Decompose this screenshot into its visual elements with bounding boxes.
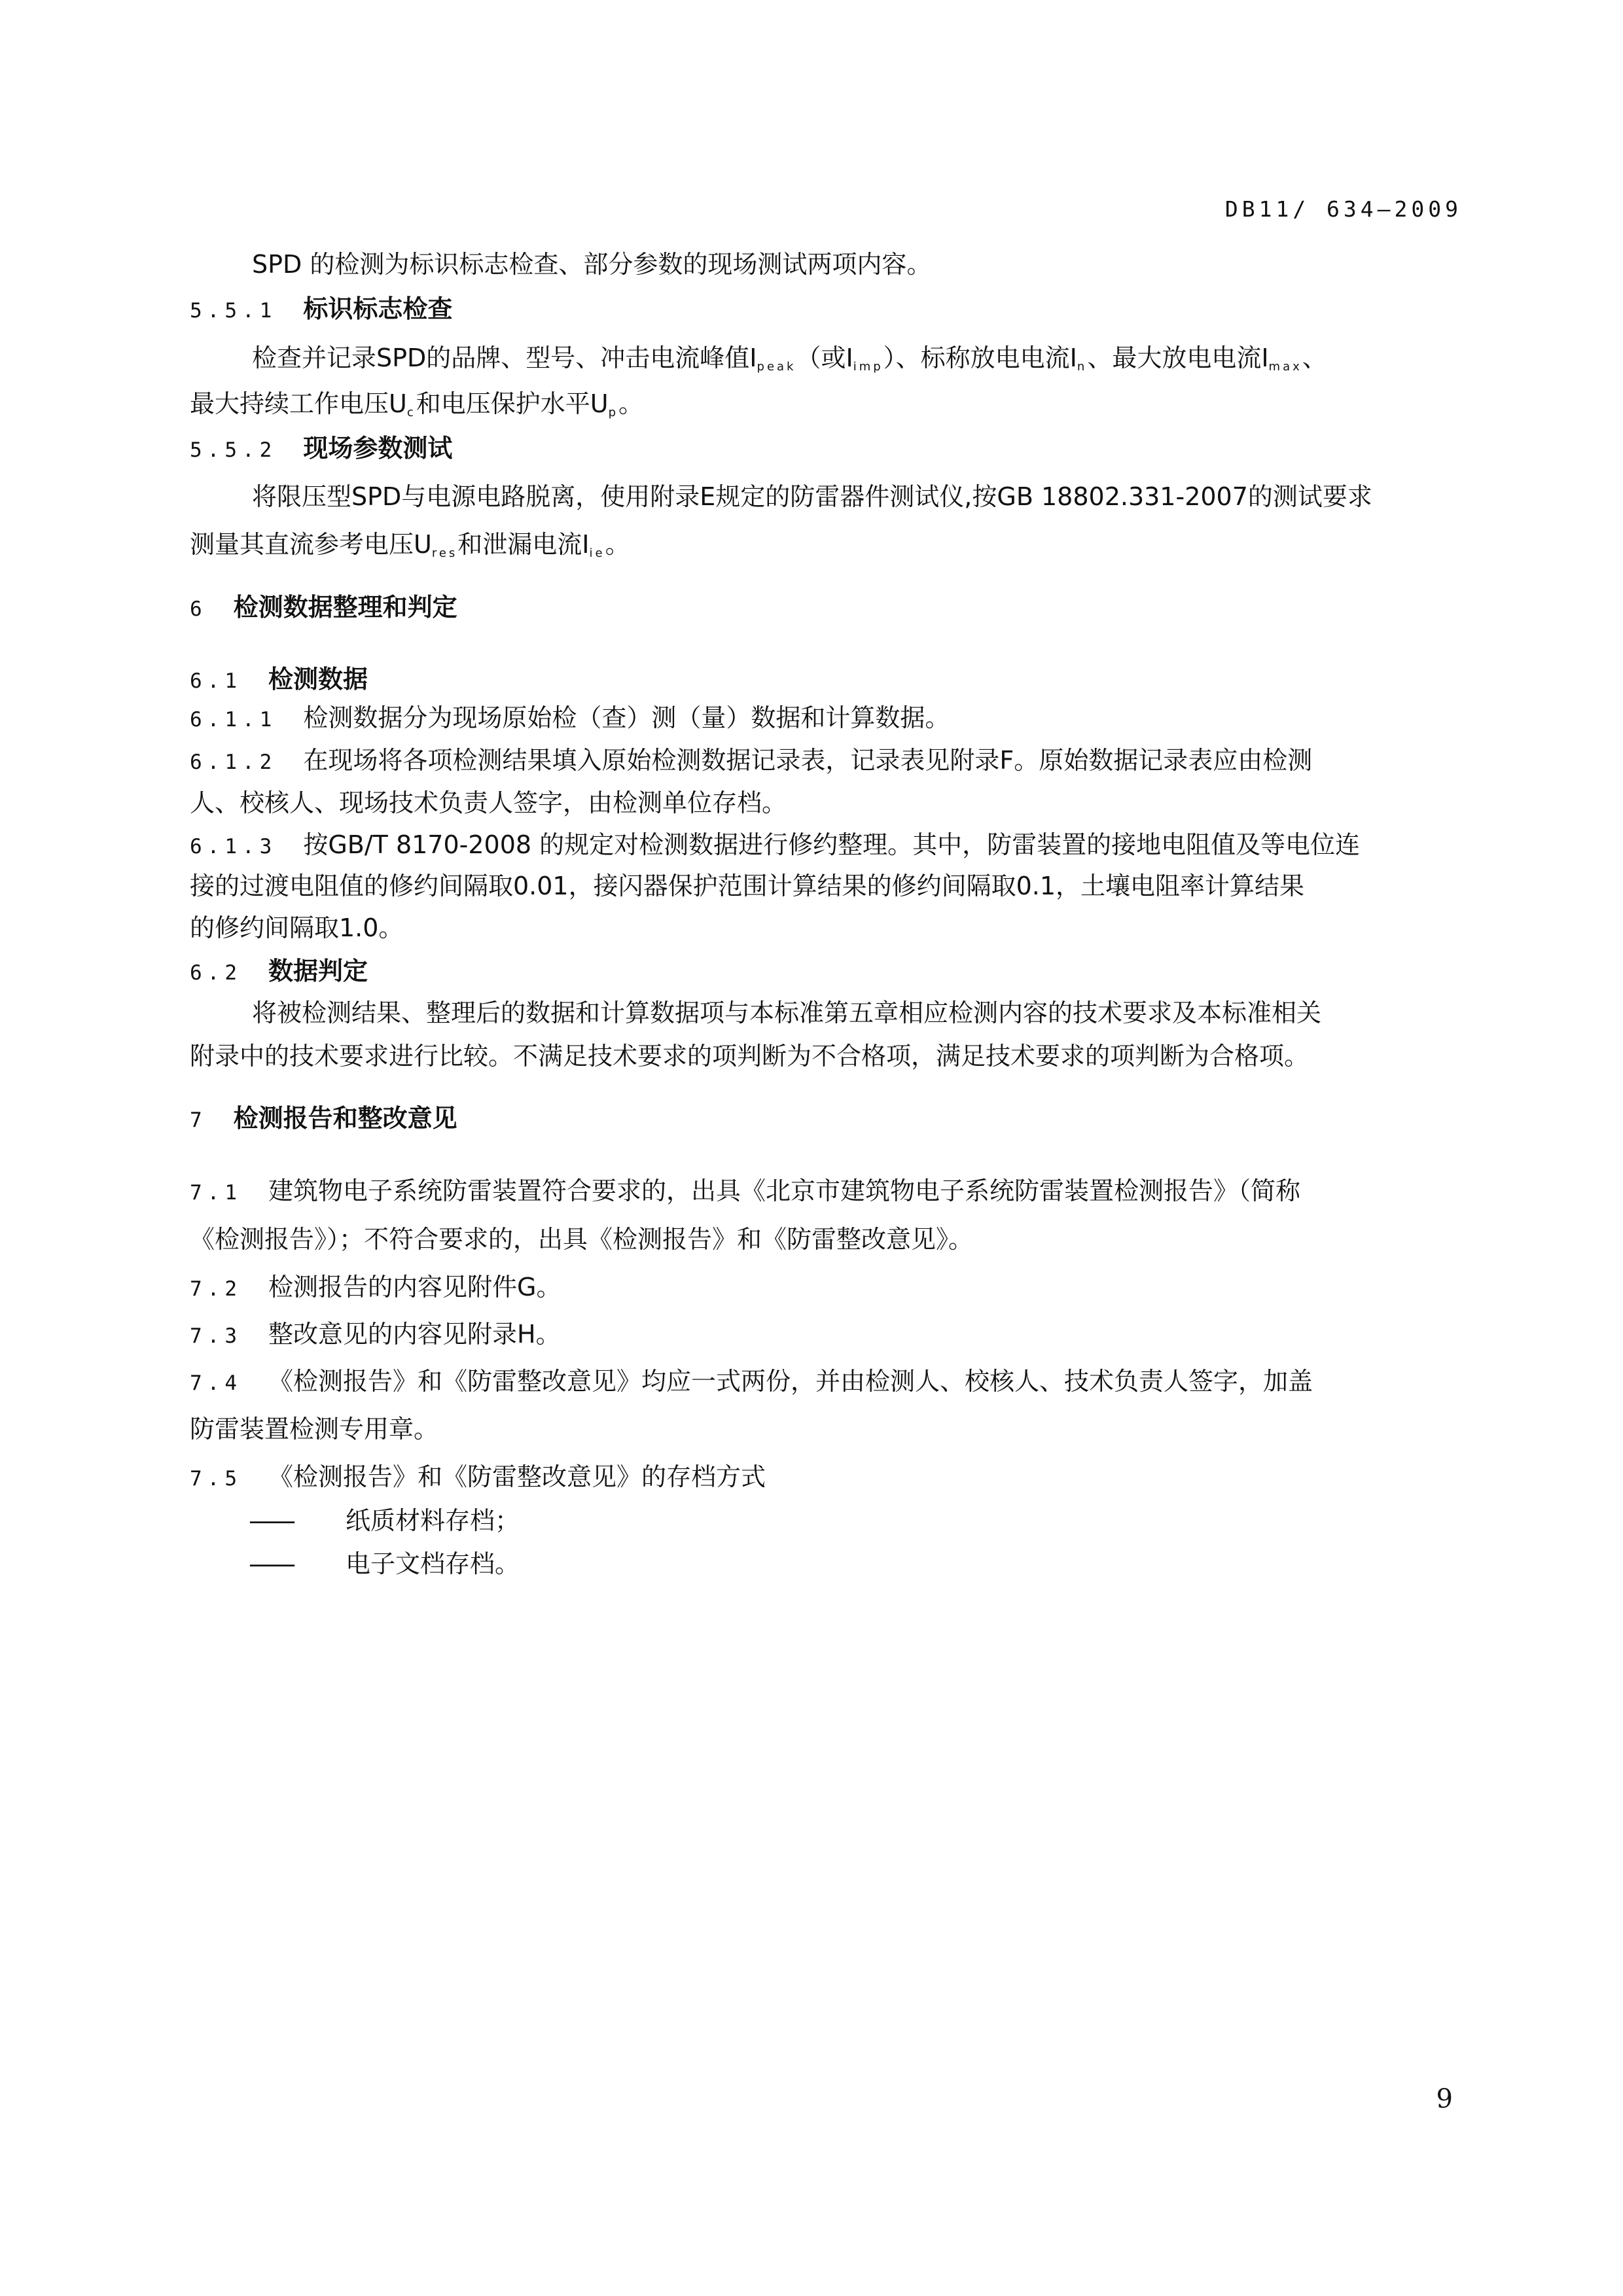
section-7-1-line-1 (190, 1175, 1300, 1209)
text-run: 和泄漏电流I (457, 530, 590, 559)
section-text: 《检测报告》和《防雷整改意见》的存档方式 (268, 1462, 766, 1491)
subscript: ie (589, 546, 605, 560)
subscript: n (1077, 360, 1088, 374)
section-5-5-2-heading (190, 433, 452, 466)
section-number: 7.1 (190, 1181, 242, 1205)
section-title: 检测报告和整改意见 (233, 1104, 457, 1133)
section-text: 按GB/T 8170-2008 的规定对检测数据进行修约整理。其中，防雷装置的接地电阻值及等电位连 (303, 830, 1361, 859)
section-7-4-line-2: 防雷装置检测专用章。 (190, 1415, 439, 1443)
section-6-2-text-line-2: 附录中的技术要求进行比较。不满足技术要求的项判断为不合格项，满足技术要求的项判断为合格项。 (190, 1042, 1310, 1070)
document-code: DB11/ 634—2009 (1224, 196, 1462, 222)
section-title: 标识标志检查 (303, 294, 453, 323)
section-6-1-3-line-3: 的修约间隔取1.0。 (190, 913, 404, 942)
section-5-5-2-text-line-2 (190, 529, 630, 569)
section-text: 《检测报告》和《防雷整改意见》均应一式两份，并由检测人、校核人、技术负责人签字，加盖 (268, 1367, 1313, 1396)
section-number: 6.1.3 (190, 835, 277, 858)
list-item: 电子文档存档。 (346, 1549, 520, 1578)
section-6-2-heading (190, 955, 368, 989)
subscript: imp (853, 360, 883, 374)
section-7-heading (190, 1103, 457, 1136)
section-number: 7.3 (190, 1324, 242, 1348)
page-number: 9 (1436, 2084, 1453, 2114)
text-run: ）、标称放电电流I (883, 344, 1077, 372)
text-run: 。 (618, 389, 644, 418)
list-dash: —— (249, 1549, 293, 1578)
subscript: res (431, 546, 458, 560)
section-number: 7.4 (190, 1371, 242, 1395)
section-text: 整改意见的内容见附录H。 (268, 1320, 561, 1349)
section-title: 检测数据 (268, 665, 368, 694)
subscript: c (406, 406, 416, 419)
section-number: 7 (190, 1108, 207, 1132)
section-text: 检测报告的内容见附件G。 (268, 1273, 562, 1301)
section-title: 数据判定 (268, 957, 368, 985)
section-6-1-2-line-2: 人、校核人、现场技术负责人签字，由检测单位存档。 (190, 788, 787, 817)
intro-paragraph: SPD 的检测为标识标志检查、部分参数的现场测试两项内容。 (252, 250, 932, 279)
section-6-1-3-line-2: 接的过渡电阻值的修约间隔取0.01，接闪器保护范围计算结果的修约间隔取0.1，土壤电阻率计算结果 (190, 872, 1305, 900)
section-text: 检测数据分为现场原始检（查）测（量）数据和计算数据。 (303, 703, 950, 732)
section-7-1-line-2: 《检测报告》）；不符合要求的，出具《检测报告》和《防雷整改意见》。 (190, 1225, 974, 1254)
list-item: 纸质材料存档； (346, 1506, 520, 1535)
section-7-5 (190, 1461, 766, 1494)
section-number: 6.2 (190, 961, 242, 985)
text-run: 、最大放电电流I (1087, 344, 1269, 372)
section-text: 在现场将各项检测结果填入原始检测数据记录表，记录表见附录F。原始数据记录表应由检测 (303, 746, 1313, 775)
section-5-5-1-heading (190, 293, 452, 327)
text-run: 、 (1302, 344, 1327, 372)
text-run: 测量其直流参考电压U (190, 530, 432, 559)
section-6-2-text-line-1: 将被检测结果、整理后的数据和计算数据项与本标准第五章相应检测内容的技术要求及本标准相关 (252, 998, 1322, 1027)
text-run: （或I (796, 344, 853, 372)
text-run: 最大持续工作电压U (190, 389, 407, 418)
subscript: p (608, 406, 618, 419)
section-5-5-2-text-line-1: 将限压型SPD与电源电路脱离，使用附录E规定的防雷器件测试仪,按GB 18802.331-2007的测试要求 (252, 482, 1372, 511)
section-6-1-2-line-1 (190, 745, 1312, 778)
text-run: 和电压保护水平U (416, 389, 609, 418)
section-7-3 (190, 1318, 561, 1352)
section-number: 6 (190, 597, 207, 621)
section-6-heading (190, 592, 457, 625)
text-run: 检查并记录SPD的品牌、型号、冲击电流峰值I (252, 344, 757, 372)
text-run: 。 (605, 530, 630, 559)
section-number: 6.1 (190, 669, 242, 693)
section-number: 6.1.1 (190, 708, 277, 732)
section-6-1-3-line-1 (190, 829, 1360, 862)
section-5-5-1-text-line-1 (252, 342, 1327, 383)
section-7-2 (190, 1271, 561, 1305)
subscript: peak (757, 360, 796, 374)
section-number: 7.5 (190, 1467, 242, 1491)
section-title: 现场参数测试 (303, 434, 453, 463)
list-dash: —— (249, 1506, 293, 1535)
section-5-5-1-text-line-2 (190, 388, 643, 429)
subscript: max (1268, 360, 1302, 374)
section-7-4-line-1 (190, 1366, 1313, 1399)
section-6-1-1 (190, 702, 950, 735)
section-number: 6.1.2 (190, 751, 277, 774)
section-number: 5.5.2 (190, 438, 277, 462)
section-6-1-heading (190, 663, 368, 697)
section-number: 7.2 (190, 1277, 242, 1301)
section-text: 建筑物电子系统防雷装置符合要求的，出具《北京市建筑物电子系统防雷装置检测报告》（简称 (268, 1176, 1301, 1205)
section-number: 5.5.1 (190, 299, 277, 323)
section-title: 检测数据整理和判定 (233, 593, 457, 622)
